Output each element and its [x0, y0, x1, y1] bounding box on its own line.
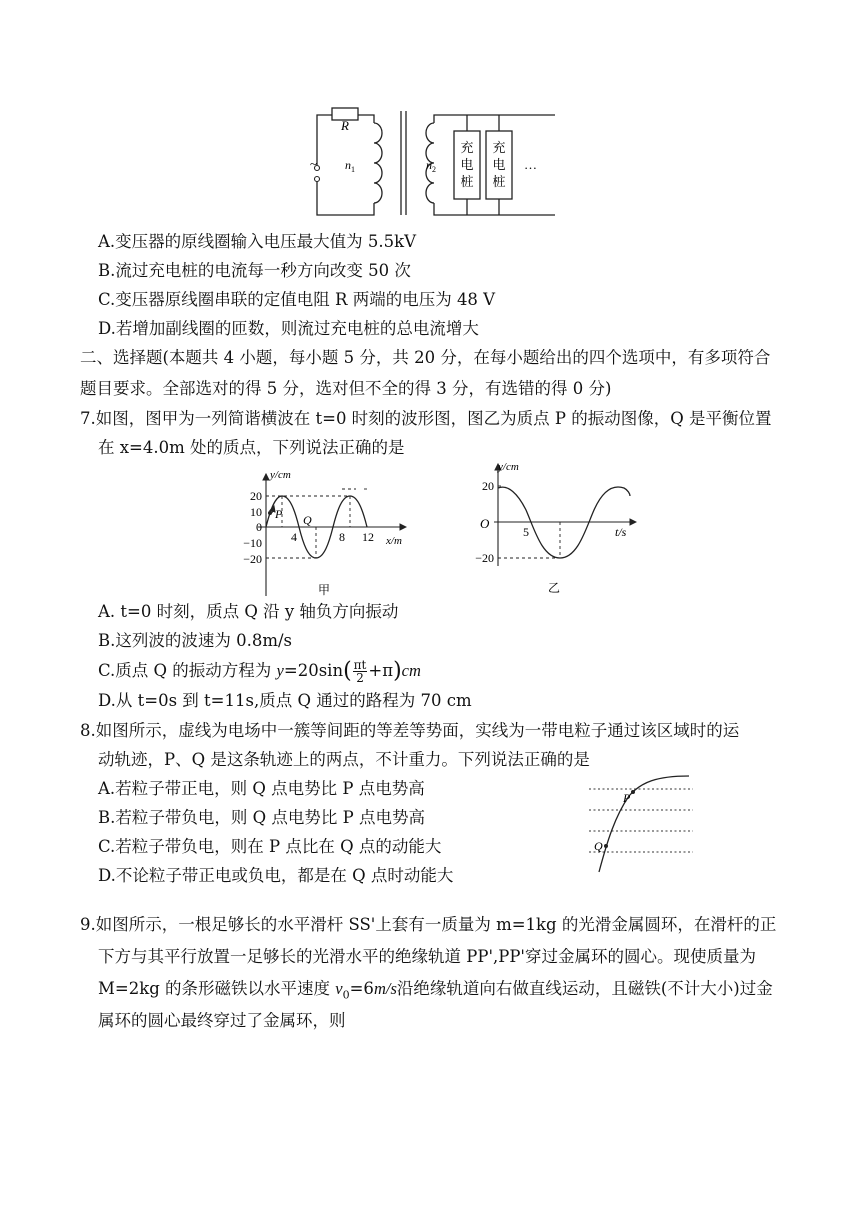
- charging-pile-1: [460, 140, 473, 189]
- q7-option-b: B.这列波的波速为 0.8m/s: [98, 631, 293, 650]
- x-tick-4: 4: [291, 530, 297, 544]
- q8-option-b: B.若粒子带负电，则 Q 点电势比 P 点电势高: [98, 808, 425, 827]
- q9-stem-line4: 属环的圆心最终穿过了金属环，则: [98, 1011, 346, 1030]
- q7-option-c: C.质点 Q 的振动方程为 y=20sin( $\frac{\pi t}{2}$ +π)cm: [98, 658, 421, 685]
- q6-option-a: A.变压器的原线圈输入电压最大值为 5.5kV: [98, 232, 417, 251]
- q7-option-d: D.从 t=0s 到 t=11s,质点 Q 通过的路程为 70 cm: [98, 691, 472, 710]
- q9-stem-line1: 9.如图所示，一根足够长的水平滑杆 SS'上套有一质量为 m=1kg 的光滑金属圆环，在滑杆的正: [80, 915, 777, 934]
- section2-header-line2: 题目要求。全部选对的得 5 分，选对但不全的得 3 分，有选错的得 0 分): [80, 379, 612, 398]
- x-axis-label: t/s: [615, 525, 627, 539]
- y-tick-20: 20: [482, 479, 494, 493]
- q6-option-b: B.流过充电桩的电流每一秒方向改变 50 次: [98, 261, 411, 280]
- q9-stem-line3: M=2kg 的条形磁铁以水平速度 $v_0=6m/s$沿绝缘轨道向右做直线运动，且磁铁(不计大小)过金: [98, 979, 773, 1002]
- svg-text:充: 充: [460, 140, 474, 155]
- q7-option-c-eq: =20sin: [283, 661, 344, 680]
- q7-stem-line1: 7.如图，图甲为一列简谐横波在 t=0 时刻的波形图，图乙为质点 P 的振动图像，Q 是平衡位置: [80, 409, 772, 428]
- vibration-graph-yi: [460, 458, 640, 594]
- q8-stem-line2: 动轨迹，P、Q 是这条轨迹上的两点，不计重力。下列说法正确的是: [98, 750, 590, 769]
- x-tick-12: 12: [362, 530, 374, 544]
- y-tick-0: 0: [256, 520, 262, 534]
- q7-option-a: A. t=0 时刻，质点 Q 沿 y 轴负方向振动: [98, 602, 399, 621]
- y-tick-neg10: −10: [243, 536, 262, 550]
- wave-graph-jia: [228, 466, 418, 598]
- point-p-label: P: [275, 507, 283, 521]
- y-tick-neg20: −20: [475, 551, 494, 565]
- y-tick-10: 10: [250, 505, 262, 519]
- secondary-turns-label: $n_2$: [426, 158, 436, 174]
- section2-header-line1: 二、选择题(本题共 4 小题，每小题 5 分，共 20 分，在每小题给出的四个选项中，有多项符合: [80, 348, 771, 367]
- figure-caption-jia: 甲: [317, 583, 331, 597]
- svg-text:电: 电: [460, 157, 474, 172]
- y-tick-neg20: −20: [243, 552, 262, 566]
- svg-text:充: 充: [492, 140, 506, 155]
- particle-trajectory: [599, 776, 689, 872]
- point-q-label: Q: [594, 839, 603, 853]
- x-tick-8: 8: [339, 530, 345, 544]
- q6-option-c: C.变压器原线圈串联的定值电阻 R 两端的电压为 48 V: [98, 290, 496, 309]
- ac-source-symbol: ~: [310, 156, 318, 171]
- q8-option-d: D.不论粒子带正电或负电，都是在 Q 点时动能大: [98, 866, 454, 885]
- figure-caption-yi: 乙: [547, 581, 561, 594]
- svg-text:电: 电: [492, 157, 506, 172]
- q7-option-c-unit: cm: [401, 661, 421, 680]
- q7-stem-line2: 在 x=4.0m 处的质点，下列说法正确的是: [98, 438, 405, 457]
- resistor-label: R: [341, 118, 349, 133]
- y-axis-label: y/cm: [270, 469, 291, 481]
- q6-option-d: D.若增加副线圈的匝数，则流过充电桩的总电流增大: [98, 319, 479, 338]
- q7-option-c-var: y: [276, 661, 284, 680]
- svg-text:桩: 桩: [492, 174, 506, 189]
- x-tick-5: 5: [523, 525, 529, 539]
- q7-option-c-fraction: $\frac{\pi t}{2}$: [353, 658, 367, 685]
- q7-option-c-plus: +π: [368, 661, 394, 680]
- svg-text:桩: 桩: [460, 174, 474, 189]
- x-axis-label: x/m: [386, 535, 402, 547]
- q9-stem-line2: 下方与其平行放置一足够长的光滑水平的绝缘轨道 PP',PP'穿过金属环的圆心。现使质量为: [98, 947, 756, 966]
- q8-stem-line1: 8.如图所示，虚线为电场中一簇等间距的等差等势面，实线为一带电粒子通过该区域时的运: [80, 721, 740, 740]
- q8-option-a: A.若粒子带正电，则 Q 点电势比 P 点电势高: [98, 779, 425, 798]
- charging-pile-2: [492, 140, 505, 189]
- primary-turns-label: $n_1$: [345, 158, 355, 174]
- y-tick-20: 20: [250, 489, 262, 503]
- y-axis-label: y/cm: [498, 461, 519, 473]
- q7-option-c-prefix: C.质点 Q 的振动方程为: [98, 661, 277, 680]
- equipotential-figure: [585, 772, 700, 876]
- more-piles-ellipsis: …: [524, 157, 537, 172]
- origin-label: O: [480, 516, 490, 531]
- transformer-circuit-figure: [300, 103, 562, 223]
- q8-option-c: C.若粒子带负电，则在 P 点比在 Q 点的动能大: [98, 837, 442, 856]
- point-p-label: P: [623, 791, 631, 805]
- point-q-label: Q: [303, 513, 312, 527]
